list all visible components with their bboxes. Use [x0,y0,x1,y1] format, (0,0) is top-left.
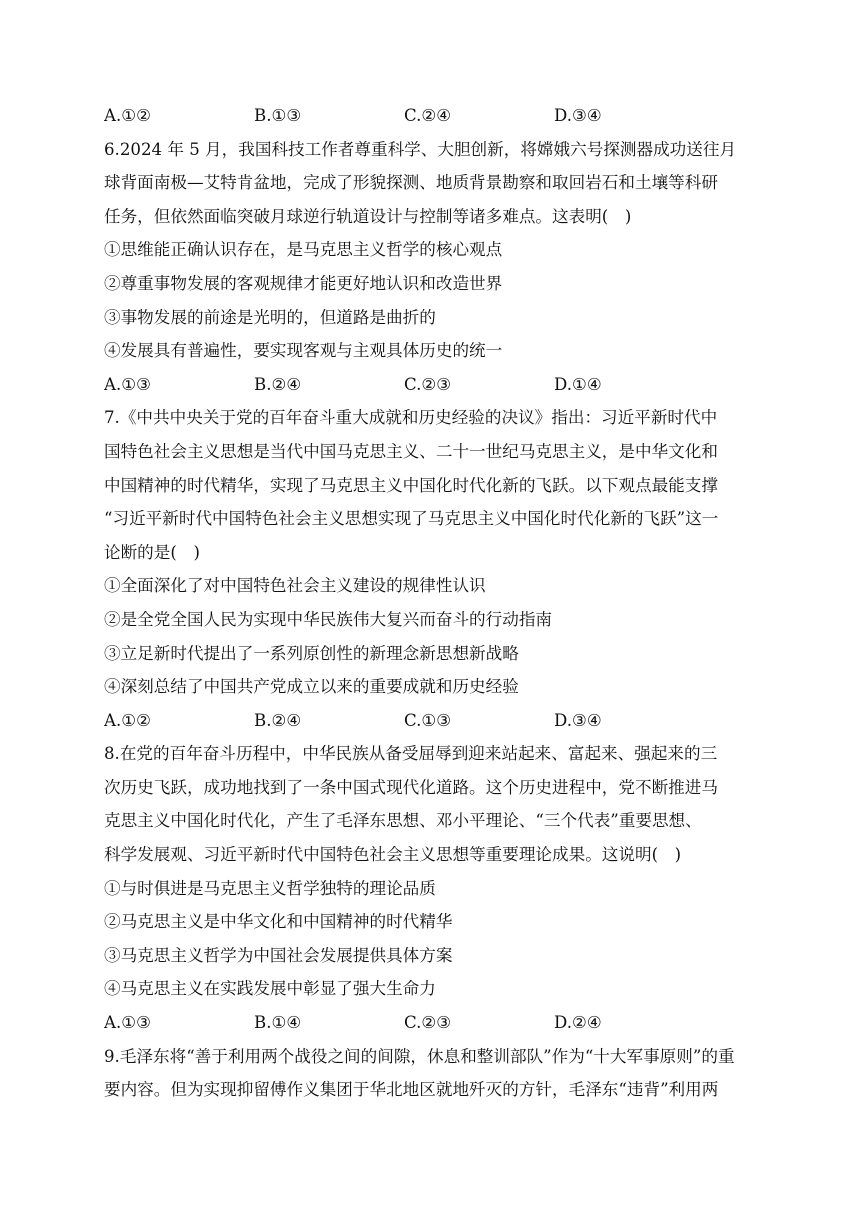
q7-options [104,704,764,738]
q7-stem-line: 7.《中共中央关于党的百年奋斗重大成就和历史经验的决议》指出：习近平新时代中 [104,408,718,428]
q6-option-a: A.①③ [104,374,152,394]
q7-statement-4: ④深刻总结了中国共产党成立以来的重要成就和历史经验 [104,677,519,697]
q6-option-d: D.①④ [554,374,602,394]
exam-page [104,99,764,1107]
q8-stem-line: 次历史飞跃，成功地找到了一条中国式现代化道路。这个历史进程中，党不断推进马 [104,777,718,797]
q7-statement-1: ①全面深化了对中国特色社会主义建设的规律性认识 [104,576,486,596]
q7-statement-2: ②是全党全国人民为实现中华民族伟大复兴而奋斗的行动指南 [104,609,553,629]
q6-stem-line: 任务，但依然面临突破月球逆行轨道设计与控制等诸多难点。这表明( ) [104,206,632,226]
question-7 [104,401,764,737]
q7-stem-line: 国特色社会主义思想是当代中国马克思主义、二十一世纪马克思主义，是中华文化和 [104,441,718,461]
q7-option-c: C.①③ [404,710,452,730]
q7-statement-3: ③立足新时代提出了一系列原创性的新理念新思想新战略 [104,643,519,663]
q9-stem-line: 要内容。但为实现抑留傅作义集团于华北地区就地歼灭的方针，毛泽东“违背”利用两 [104,1080,719,1100]
q6-stem-line: 6.2024 年 5 月，我国科技工作者尊重科学、大胆创新，将嫦娥六号探测器成功送往月 [104,139,737,159]
q8-option-a: A.①③ [104,1013,152,1033]
question-6 [104,133,764,402]
q7-stem-line: “习近平新时代中国特色社会主义思想实现了马克思主义中国化时代化新的飞跃”这一 [104,509,719,529]
q9-stem-line: 9.毛泽东将“善于利用两个战役之间的间隙，休息和整训部队”作为“十大军事原则”的重 [104,1046,735,1066]
q6-statement-2: ②尊重事物发展的客观规律才能更好地认识和改造世界 [104,273,503,293]
q8-stem-line: 8.在党的百年奋斗历程中，中华民族从备受屈辱到迎来站起来、富起来、强起来的三 [104,744,718,764]
q6-statement-3: ③事物发展的前途是光明的，但道路是曲折的 [104,307,436,327]
q6-statement-4: ④发展具有普遍性，要实现客观与主观具体历史的统一 [104,341,503,361]
question-9 [104,1040,764,1107]
q5-option-a: A.①② [104,106,152,125]
q5-option-c: C.②④ [404,106,452,125]
q6-statement-1: ①思维能正确认识存在，是马克思主义哲学的核心观点 [104,240,503,260]
q5-options [104,99,764,133]
q6-option-c: C.②③ [404,374,452,394]
q8-options [104,1006,764,1040]
q5-option-d: D.③④ [554,106,602,125]
q8-statement-4: ④马克思主义在实践发展中彰显了强大生命力 [104,979,436,999]
q7-option-a: A.①② [104,710,152,730]
q8-statement-3: ③马克思主义哲学为中国社会发展提供具体方案 [104,945,453,965]
q5-option-b: B.①③ [254,106,302,125]
q6-stem-line: 球背面南极—艾特肯盆地，完成了形貌探测、地质背景勘察和取回岩石和土壤等科研 [104,173,718,193]
q7-stem-line: 论断的是( ) [104,542,200,562]
q8-stem-line: 科学发展观、习近平新时代中国特色社会主义思想等重要理论成果。这说明( ) [104,845,682,865]
q8-option-b: B.①④ [254,1013,302,1033]
q8-option-d: D.②④ [554,1013,602,1033]
q7-option-d: D.③④ [554,710,602,730]
q6-option-b: B.②④ [254,374,302,394]
q8-option-c: C.②③ [404,1013,452,1033]
q7-stem-line: 中国精神的时代精华，实现了马克思主义中国化时代化新的飞跃。以下观点最能支撑 [104,475,718,495]
q6-options [104,368,764,402]
q8-statement-2: ②马克思主义是中华文化和中国精神的时代精华 [104,912,453,932]
q8-stem-line: 克思主义中国化时代化，产生了毛泽东思想、邓小平理论、“三个代表”重要思想、 [104,811,702,831]
q7-option-b: B.②④ [254,710,302,730]
question-8 [104,737,764,1039]
q8-statement-1: ①与时俱进是马克思主义哲学独特的理论品质 [104,878,436,898]
